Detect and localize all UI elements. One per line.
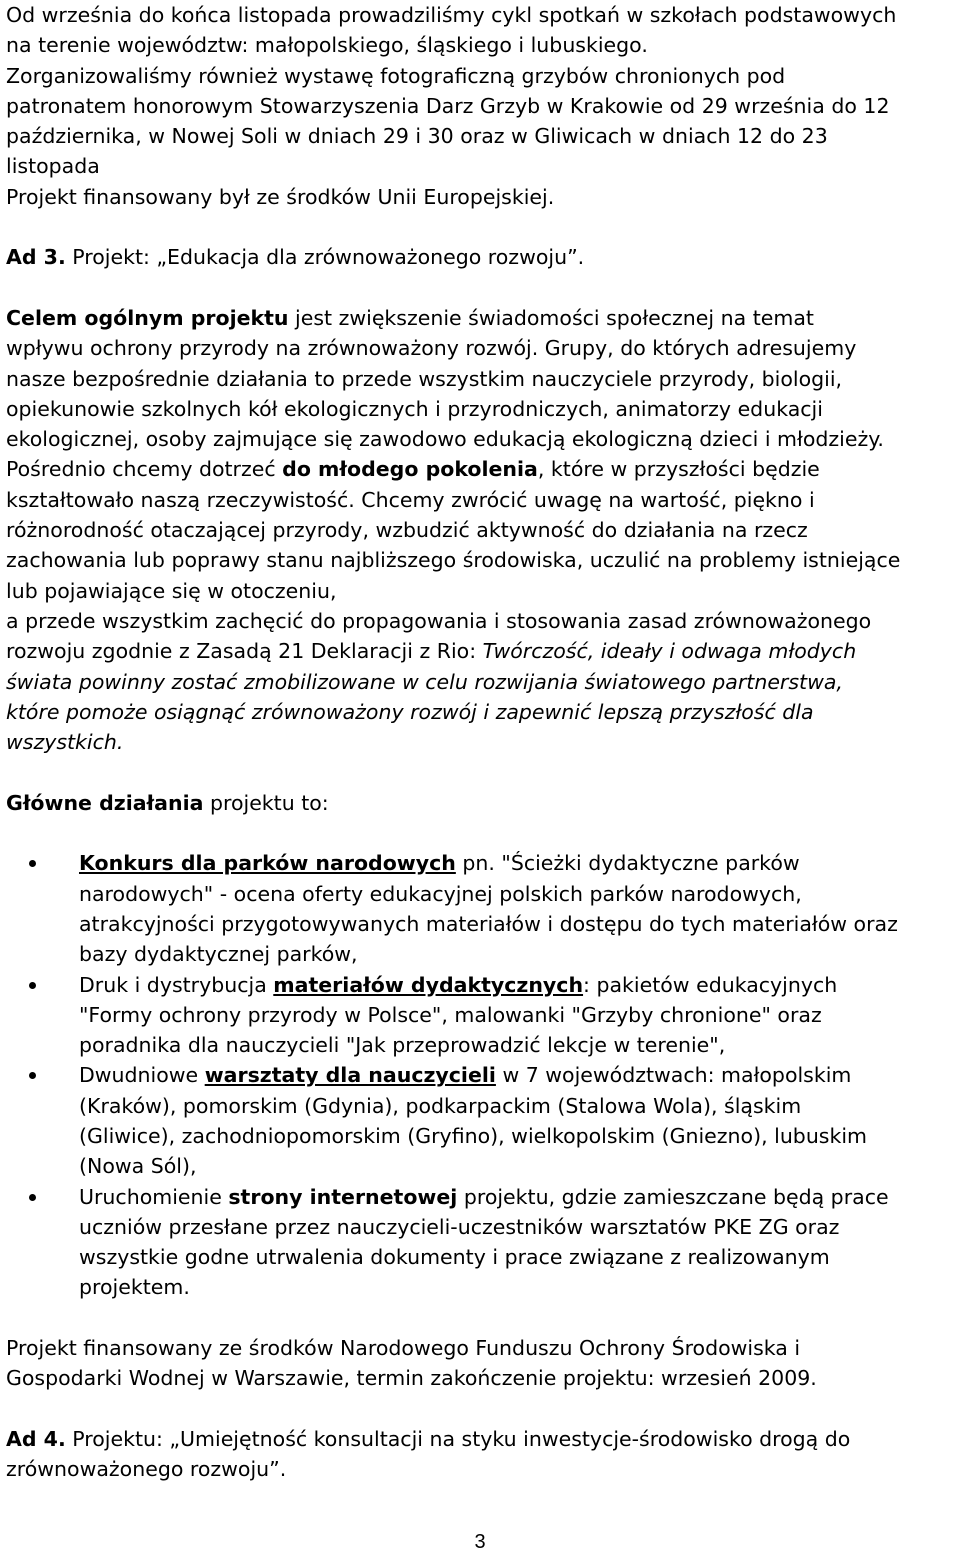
goal-line-8: różnorodność otaczającej przyrody, wzbudzić aktywność do działania na rzecz [6, 518, 808, 543]
rio-quote-part-1: Twórczość, ideały i odwaga młodych [482, 639, 857, 664]
goal-line-3: nasze bezpośrednie działania to przede wszystkim nauczyciele przyrody, biologii, [6, 366, 843, 391]
goal-line-4: opiekunowie szkolnych kół ekologicznych i przyrodniczych, animatorzy edukacji [6, 396, 823, 421]
intro-line-3: Zorganizowaliśmy również wystawę fotograficzną grzybów chronionych pod [6, 63, 786, 88]
bullet-icon [29, 860, 36, 867]
goal-line-12 [6, 636, 956, 666]
page-number: 3 [474, 1531, 486, 1553]
goal-line-1-text: jest zwiększenie świadomości społecznej na temat [288, 305, 814, 330]
bullet-3-line-3: (Gliwice), zachodniopomorskim (Gryfino), wielkopolskim (Gniezno), lubuskim [79, 1123, 868, 1148]
bullet-3-line-1-rest: w 7 województwach: małopolskim [495, 1063, 852, 1088]
goal-line-7: kształtowało naszą rzeczywistość. Chcemy zwrócić uwagę na wartość, piękno i [6, 487, 815, 512]
bullet-2-line-2: "Formy ochrony przyrody w Polsce", malowanki "Grzyby chronione" oraz [79, 1002, 822, 1027]
intro-line-2: na terenie województw: małopolskiego, śląskiego i lubuskiego. [6, 33, 648, 58]
main-actions-rest: projektu to: [203, 790, 329, 815]
website-bold: strony internetowej [228, 1184, 458, 1209]
intro-line-7: Projekt finansowany był ze środków Unii Europejskiej. [6, 184, 555, 209]
spacer [6, 212, 956, 242]
goal-line-9: zachowania lub poprawy stanu najbliższego środowiska, uczulić na problemy istniejące [6, 548, 901, 573]
goal-line-5: ekologicznej, osoby zajmujące się zawodowo edukacją ekologiczną dzieci i młodzieży. [6, 427, 884, 452]
goal-paragraph [6, 303, 956, 757]
ad4-label: Ad 4. [6, 1426, 66, 1451]
funding-paragraph [6, 1333, 956, 1394]
goal-line-1 [6, 303, 956, 333]
ad4-title: Projektu: „Umiejętność konsultacji na styku inwestycje-środowisko drogą do [65, 1426, 851, 1451]
goal-line-15 [6, 727, 956, 757]
intro-section [6, 0, 956, 212]
actions-list [6, 848, 956, 1302]
rio-quote-part-2: świata powinny zostać zmobilizowane w celu rozwijania światowego partnerstwa, [6, 669, 843, 694]
funding-line-1: Projekt finansowany ze środków Narodowego Funduszu Ochrony Środowiska i [6, 1336, 801, 1361]
goal-line-6-post: , które w przyszłości będzie [537, 457, 820, 482]
intro-line-5: października, w Nowej Soli w dniach 29 i 30 oraz w Gliwicach w dniach 12 do 23 [6, 124, 828, 149]
document-page [6, 0, 956, 1485]
intro-line-1: Od września do końca listopada prowadziliśmy cykl spotkań w szkołach podstawowych [6, 3, 897, 27]
bullet-icon [29, 1194, 36, 1201]
list-item [6, 970, 956, 1061]
materials-link[interactable]: materiałów dydaktycznych [273, 972, 584, 997]
bullet-3-line-1 [79, 1060, 956, 1090]
spacer [6, 1303, 956, 1333]
bullet-3-line-2: (Kraków), pomorskim (Gdynia), podkarpackim (Stalowa Wola), śląskim [79, 1093, 802, 1118]
goal-bold: Celem ogólnym projektu [6, 305, 289, 330]
bullet-4-line-2: uczniów przesłane przez nauczycieli-uczestników warsztatów PKE ZG oraz [79, 1214, 840, 1239]
bullet-1-line-1 [79, 848, 956, 878]
goal-line-12-pre: rozwoju zgodnie z Zasadą 21 Deklaracji z Rio: [6, 639, 483, 664]
goal-line-13 [6, 667, 956, 697]
list-item [6, 848, 956, 969]
ad3-label: Ad 3. [6, 245, 66, 270]
bullet-1-line-4: bazy dydaktycznej parków, [79, 942, 358, 967]
ad4-line-1 [6, 1424, 956, 1454]
competition-link[interactable]: Konkurs dla parków narodowych [79, 851, 456, 876]
bullet-icon [29, 982, 36, 989]
bullet-4-line-4: projektem. [79, 1275, 190, 1300]
rio-quote-part-3: które pomoże osiągnąć zrównoważony rozwój i zapewnić lepszą przyszłość dla [6, 699, 814, 724]
rio-quote-part-4: wszystkich. [6, 730, 124, 755]
goal-line-6-bold: do młodego pokolenia [282, 457, 538, 482]
goal-line-2: wpływu ochrony przyrody na zrównoważony rozwój. Grupy, do których adresujemy [6, 336, 857, 361]
bullet-icon [29, 1072, 36, 1079]
main-actions-heading [6, 788, 956, 818]
bullet-2-line-1 [79, 970, 956, 1000]
bullet-4-line-1-rest: projektu, gdzie zamieszczane będą prace [457, 1184, 889, 1209]
spacer [6, 1394, 956, 1424]
bullet-4-line-1 [79, 1182, 956, 1212]
list-item [6, 1060, 956, 1181]
bullet-1-line-2: narodowych" - ocena oferty edukacyjnej polskich parków narodowych, [79, 881, 802, 906]
bullet-2-line-3: poradnika dla nauczycieli "Jak przeprowadzić lekcje w terenie", [79, 1033, 726, 1058]
list-item [6, 1182, 956, 1303]
spacer [6, 273, 956, 303]
bullet-3-line-4: (Nowa Sól), [79, 1154, 197, 1179]
intro-line-6: listopada [6, 154, 100, 179]
ad3-heading [6, 242, 956, 272]
goal-line-6-pre: Pośrednio chcemy dotrzeć [6, 457, 283, 482]
bullet-1-line-1-rest: pn. "Ścieżki dydaktyczne parków [455, 851, 800, 876]
bullet-2-line-1-rest: : pakietów edukacyjnych [583, 972, 838, 997]
ad3-title: Projekt: „Edukacja dla zrównoważonego rozwoju”. [65, 245, 585, 270]
workshops-link[interactable]: warsztaty dla nauczycieli [204, 1063, 496, 1088]
spacer [6, 757, 956, 787]
bullet-3-line-1-pre: Dwudniowe [79, 1063, 205, 1088]
bullet-1-line-3: atrakcyjności przygotowywanych materiałów i dostępu do tych materiałów oraz [79, 911, 898, 936]
bullet-4-line-3: wszystkie godne utrwalenia dokumenty i prace związane z realizowanym [79, 1245, 830, 1270]
main-actions-bold: Główne działania [6, 790, 204, 815]
ad4-line-2: zrównoważonego rozwoju”. [6, 1457, 287, 1482]
bullet-4-line-1-pre: Uruchomienie [79, 1184, 229, 1209]
intro-line-4: patronatem honorowym Stowarzyszenia Darz Grzyb w Krakowie od 29 września do 12 [6, 93, 890, 118]
funding-line-2: Gospodarki Wodnej w Warszawie, termin zakończenie projektu: wrzesień 2009. [6, 1366, 817, 1391]
goal-line-10: lub pojawiające się w otoczeniu, [6, 578, 337, 603]
goal-line-11: a przede wszystkim zachęcić do propagowania i stosowania zasad zrównoważonego [6, 608, 872, 633]
goal-line-6 [6, 454, 956, 484]
ad4-heading [6, 1424, 956, 1485]
goal-line-14 [6, 697, 956, 727]
bullet-2-line-1-pre: Druk i dystrybucja [79, 972, 274, 997]
spacer [6, 818, 956, 848]
